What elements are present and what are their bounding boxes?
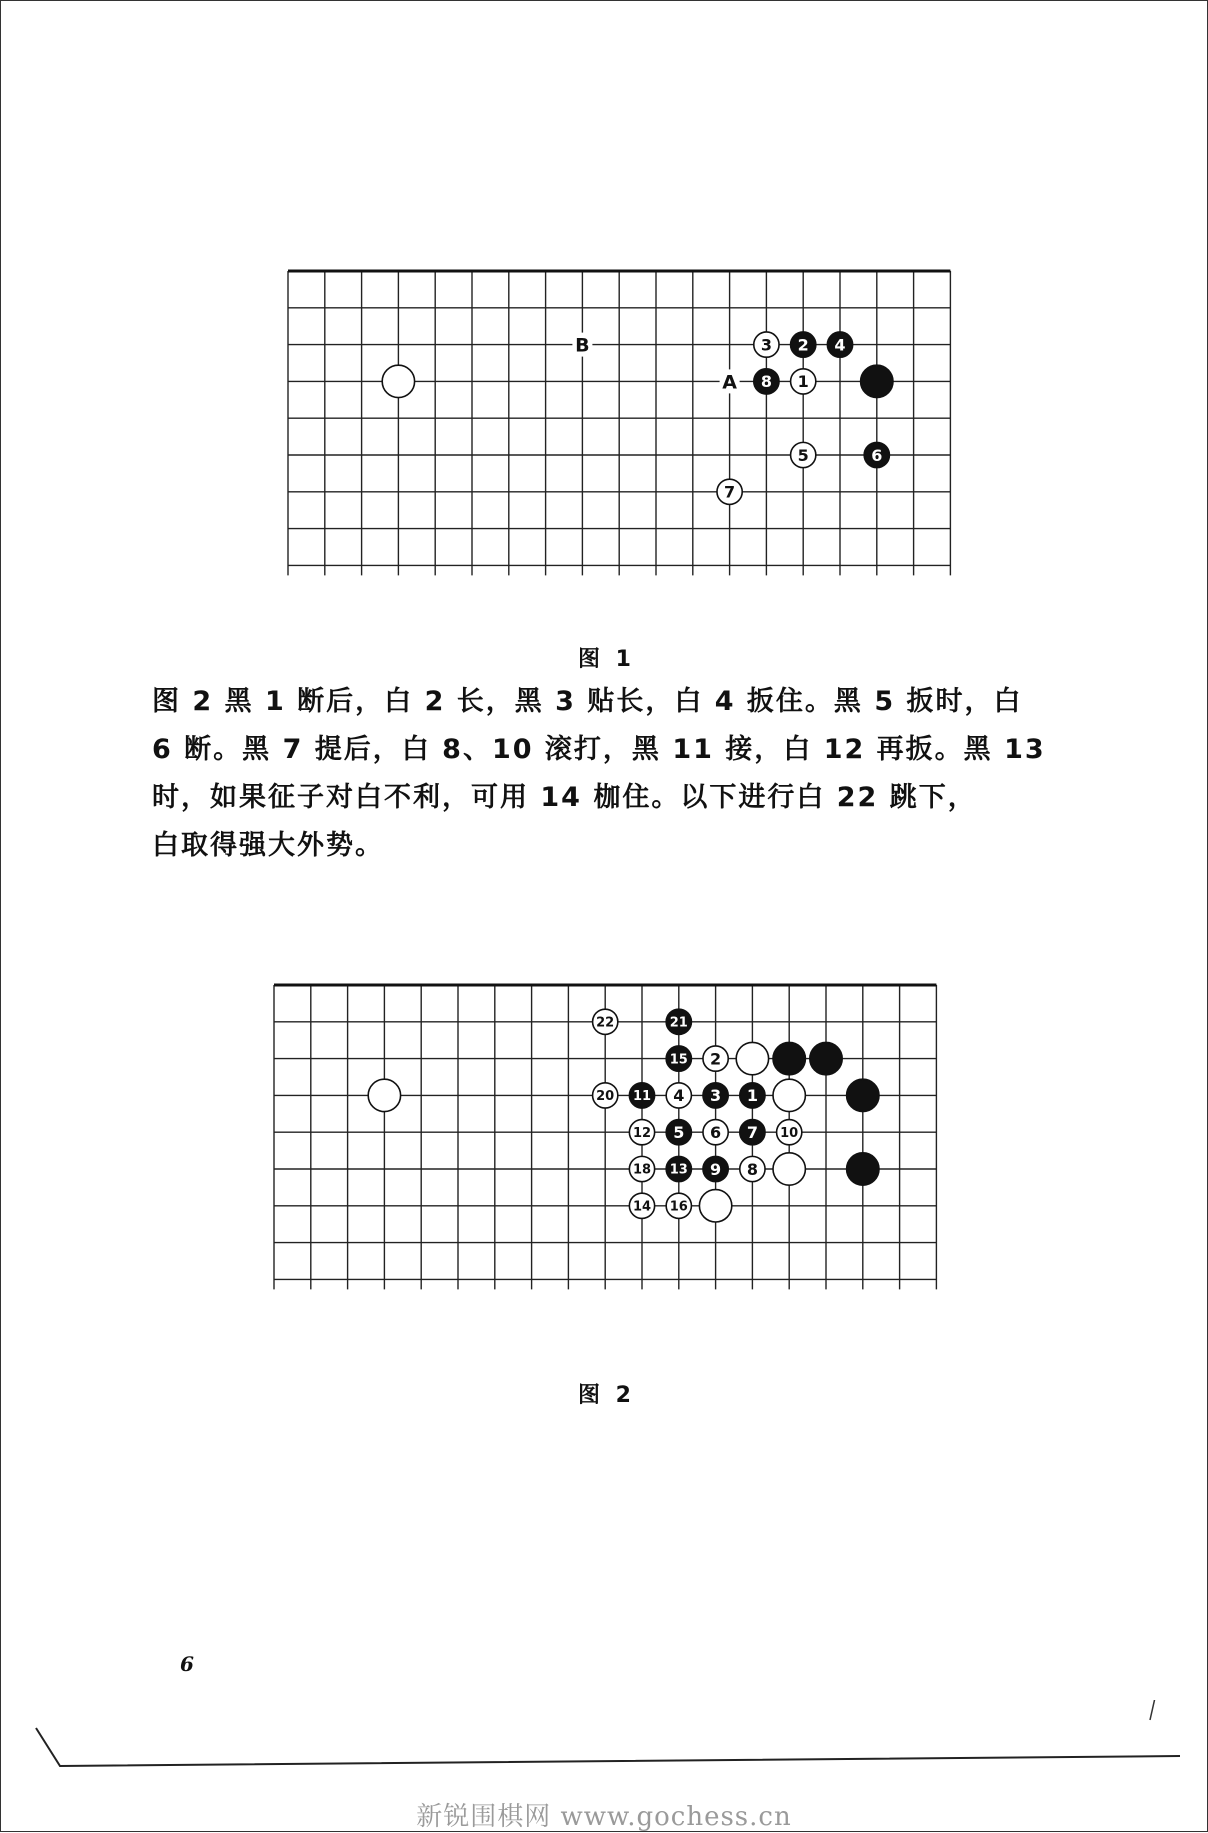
stone-circle (368, 1079, 400, 1111)
black-stone (703, 1083, 728, 1108)
black-stone (666, 1046, 691, 1071)
white-stone (629, 1120, 654, 1145)
move-number: 10 (780, 1125, 799, 1141)
black-stone (773, 1042, 805, 1074)
white-stone (703, 1046, 728, 1071)
move-number: 8 (760, 372, 772, 392)
move-number: 2 (710, 1049, 722, 1069)
black-stone (861, 365, 893, 397)
black-stone (791, 332, 816, 357)
black-stone (740, 1083, 765, 1108)
black-stone (864, 442, 889, 467)
black-stone (754, 369, 779, 394)
move-number: 6 (871, 445, 883, 465)
figure-1-caption: 图 1 (578, 647, 635, 672)
white-stone (593, 1009, 618, 1034)
stone-circle (773, 1153, 805, 1185)
move-number: 4 (673, 1086, 685, 1106)
commentary-line: 时，如果征子对白不利，可用 14 枷住。以下进行白 22 跳下， (152, 782, 977, 813)
move-number: 18 (632, 1162, 652, 1178)
white-stone (773, 1079, 805, 1111)
move-number: 7 (724, 482, 736, 502)
move-number: 14 (632, 1199, 652, 1215)
watermark: 新锐围棋网 www.gochess.cn (416, 1802, 792, 1832)
stone-circle (382, 365, 414, 397)
stone-circle (810, 1042, 842, 1074)
black-stone (666, 1009, 691, 1034)
white-stone (666, 1193, 691, 1218)
move-number: 7 (746, 1122, 758, 1142)
page-number: 6 (180, 1652, 194, 1676)
white-stone (740, 1156, 765, 1181)
move-number: 12 (632, 1125, 652, 1141)
move-number: 21 (669, 1015, 688, 1031)
stone-circle (736, 1042, 768, 1074)
white-stone (754, 332, 779, 357)
stone-circle (847, 1079, 879, 1111)
white-stone (777, 1120, 802, 1145)
black-stone (703, 1156, 728, 1181)
stone-circle (847, 1153, 879, 1185)
white-stone (382, 365, 414, 397)
board-marker-letter: B (575, 334, 590, 357)
figure-2-caption: 图 2 (578, 1383, 635, 1408)
move-number: 22 (596, 1015, 615, 1031)
white-stone (593, 1083, 618, 1108)
white-stone (703, 1120, 728, 1145)
board-grid (288, 271, 950, 575)
commentary-line: 6 断。黑 7 提后，白 8、10 滚打，黑 11 接，白 12 再扳。黑 13 (152, 734, 1046, 765)
black-stone (666, 1156, 691, 1181)
move-number: 20 (596, 1089, 615, 1105)
move-number: 13 (669, 1162, 688, 1178)
move-number: 9 (710, 1159, 722, 1179)
move-number: 1 (746, 1086, 758, 1106)
move-number: 6 (710, 1122, 722, 1142)
black-stone (810, 1042, 842, 1074)
black-stone (847, 1079, 879, 1111)
stone-circle (861, 365, 893, 397)
black-stone (629, 1083, 654, 1108)
move-number: 5 (673, 1122, 685, 1142)
white-stone (773, 1153, 805, 1185)
commentary-paragraph (152, 678, 1062, 870)
bottom-rule (0, 1700, 1208, 1780)
white-stone (699, 1190, 731, 1222)
stone-circle (773, 1042, 805, 1074)
white-stone (368, 1079, 400, 1111)
move-number: 2 (797, 335, 809, 355)
move-number: 3 (710, 1086, 722, 1106)
white-stone (629, 1156, 654, 1181)
stone-circle (699, 1190, 731, 1222)
move-number: 4 (834, 335, 846, 355)
black-stone (740, 1120, 765, 1145)
move-number: 16 (669, 1199, 688, 1215)
commentary-line: 图 2 黑 1 断后，白 2 长，黑 3 贴长，白 4 扳住。黑 5 扳时，白 (152, 686, 1023, 717)
move-number: 8 (746, 1159, 758, 1179)
white-stone (736, 1042, 768, 1074)
white-stone (791, 369, 816, 394)
black-stone (666, 1120, 691, 1145)
black-stone (847, 1153, 879, 1185)
white-stone (791, 442, 816, 467)
go-board-figure-2 (271, 982, 941, 1302)
move-number: 15 (669, 1052, 688, 1068)
go-board-figure-1 (285, 268, 955, 596)
move-number: 1 (797, 372, 809, 392)
move-number: 5 (797, 445, 809, 465)
white-stone (629, 1193, 654, 1218)
black-stone (827, 332, 852, 357)
board-marker-letter: A (722, 371, 737, 394)
move-number: 11 (632, 1089, 652, 1105)
stone-circle (773, 1079, 805, 1111)
white-stone (666, 1083, 691, 1108)
commentary-line: 白取得强大外势。 (152, 830, 384, 861)
white-stone (717, 479, 742, 504)
move-number: 3 (760, 335, 772, 355)
